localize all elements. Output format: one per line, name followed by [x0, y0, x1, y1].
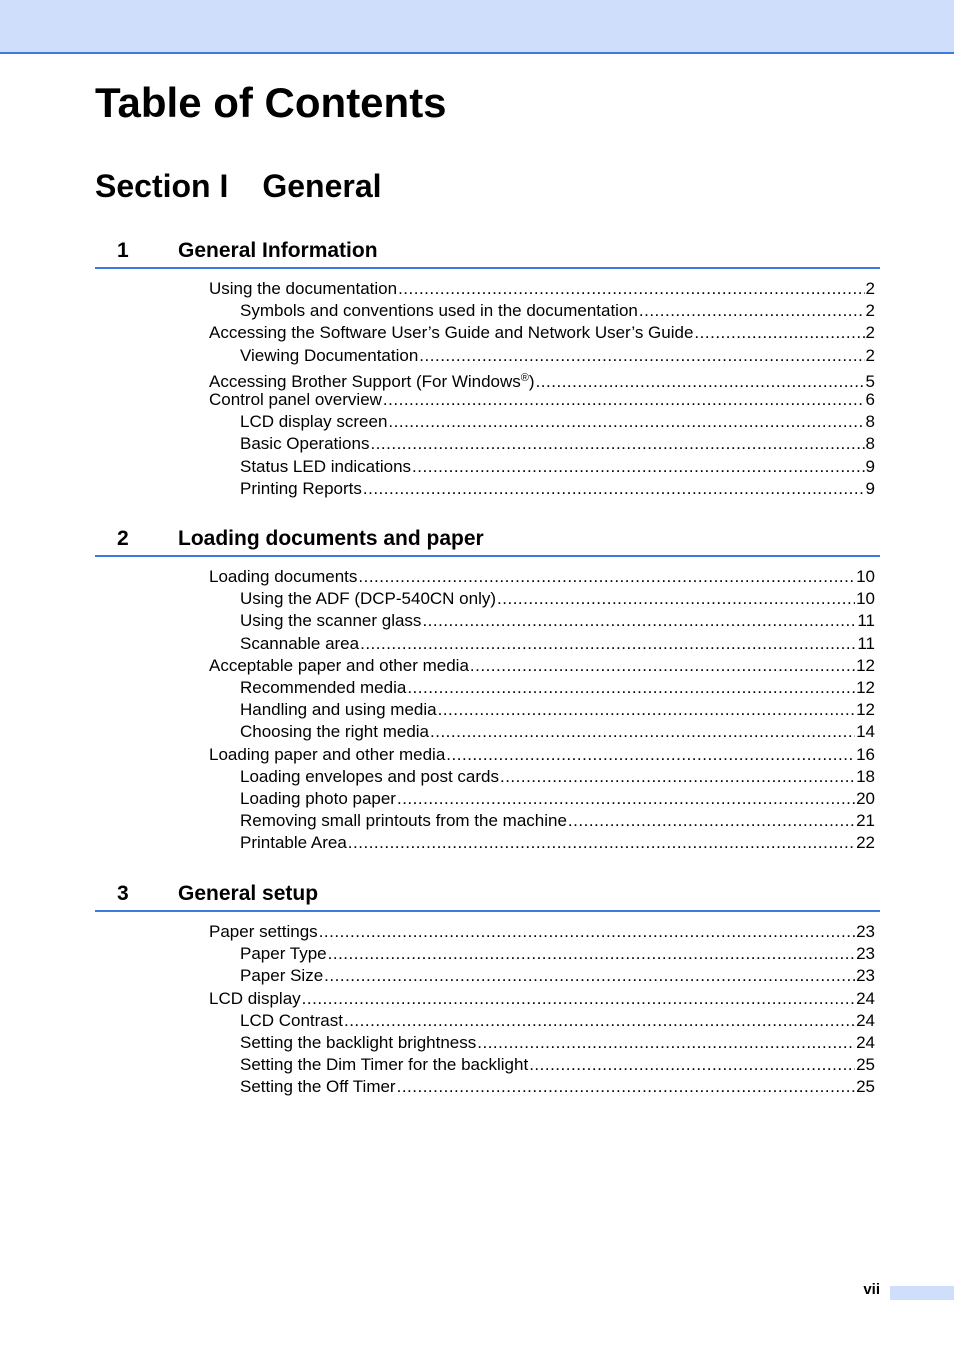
toc-entry-page: 2: [865, 345, 875, 365]
chapter-number: 2: [117, 527, 129, 550]
page-title: Table of Contents: [95, 79, 447, 126]
toc-entry-page: 5: [865, 371, 875, 391]
toc-list: [95, 557, 880, 854]
toc-entry-page: 10: [856, 567, 875, 586]
toc-entry-title: Paper settings: [209, 922, 318, 941]
toc-entry-page: 11: [857, 611, 875, 631]
dot-leader: [500, 766, 855, 788]
section-number: Section I: [95, 168, 229, 204]
toc-entry[interactable]: [95, 411, 880, 433]
chapter-heading: [95, 235, 880, 269]
toc-entry-page: 12: [856, 655, 875, 675]
toc-entry-title: Loading paper and other media: [209, 744, 446, 764]
toc-entry-title: Paper Type: [240, 944, 327, 964]
toc-entry-page: 14: [856, 722, 875, 742]
toc-entry-title: Using the scanner glass: [240, 611, 422, 631]
toc-entry[interactable]: [95, 433, 880, 455]
toc-entry[interactable]: [95, 655, 880, 677]
toc-entry-page: 11: [857, 633, 875, 653]
toc-entry[interactable]: [95, 921, 880, 943]
dot-leader: [388, 411, 864, 433]
toc-entry-title: Accessing the Software User’s Guide and Network User’s Guide: [209, 323, 694, 343]
toc-entry-page: 24: [856, 988, 875, 1008]
toc-entry-page: 12: [856, 700, 875, 720]
toc-entry-title: Printing Reports: [240, 478, 362, 498]
toc-entry-title: LCD display: [209, 988, 301, 1008]
toc-entry-page: 18: [856, 766, 875, 786]
dot-leader: [397, 788, 855, 810]
toc-entry[interactable]: [95, 322, 880, 344]
toc-entry[interactable]: [95, 456, 880, 478]
toc-entry-title: Using the documentation: [209, 279, 398, 298]
toc-entry-page: 23: [856, 944, 875, 964]
toc-entry[interactable]: [95, 965, 880, 987]
dot-leader: [397, 1076, 855, 1098]
toc-entry-title: Viewing Documentation: [240, 345, 419, 365]
toc-entry[interactable]: [95, 345, 880, 367]
dot-leader: [370, 433, 864, 455]
chapter-heading: [95, 523, 880, 557]
dot-leader: [497, 588, 855, 610]
dot-leader: [348, 832, 855, 854]
toc-entry-title: Basic Operations: [240, 434, 370, 454]
toc-entry-title: Acceptable paper and other media: [209, 655, 469, 675]
chapter-number: 3: [117, 882, 129, 905]
toc-entry-title: Control panel overview: [209, 389, 382, 409]
toc-entry-page: 25: [856, 1055, 875, 1075]
toc-entry-page: 23: [856, 922, 875, 941]
toc-entry-page: 25: [856, 1077, 875, 1097]
toc-entry[interactable]: [95, 699, 880, 721]
toc-list: [95, 912, 880, 1099]
registered-mark: ®: [520, 371, 529, 384]
toc-entry[interactable]: [95, 1076, 880, 1098]
dot-leader: [324, 965, 855, 987]
toc-entry-title: Recommended media: [240, 677, 407, 697]
dot-leader: [319, 921, 855, 943]
dot-leader: [358, 566, 855, 588]
dot-leader: [470, 655, 855, 677]
dot-leader: [383, 389, 865, 411]
dot-leader: [419, 345, 864, 367]
dot-leader: [446, 744, 855, 766]
toc-entry-title: Choosing the right media: [240, 722, 430, 742]
dot-leader: [412, 456, 864, 478]
toc-entry[interactable]: [95, 988, 880, 1010]
dot-leader: [438, 699, 855, 721]
toc-entry-title: Loading documents: [209, 567, 358, 586]
chapter-title: Loading documents and paper: [178, 527, 484, 550]
toc-entry-title: LCD display screen: [240, 412, 388, 432]
toc-entry-title: Scannable area: [240, 633, 360, 653]
toc-entry-page: 21: [856, 811, 875, 831]
dot-leader: [302, 988, 855, 1010]
dot-leader: [568, 810, 855, 832]
toc-entry[interactable]: [95, 389, 880, 411]
toc-entry-title: Loading envelopes and post cards: [240, 766, 499, 786]
dot-leader: [328, 943, 855, 965]
toc-list: [95, 269, 880, 500]
dot-leader: [360, 633, 856, 655]
toc-entry-page: 2: [865, 301, 875, 321]
dot-leader: [639, 300, 865, 322]
toc-entry-title: Setting the Dim Timer for the backlight: [240, 1055, 529, 1075]
toc-entry[interactable]: [95, 943, 880, 965]
chapter-3: [95, 878, 880, 1099]
toc-entry[interactable]: [95, 721, 880, 743]
toc-entry[interactable]: [95, 766, 880, 788]
toc-entry[interactable]: [95, 677, 880, 699]
chapter-title: General setup: [178, 882, 319, 905]
toc-entry-title: Printable Area: [240, 833, 347, 853]
toc-entry-page: 8: [865, 412, 875, 432]
toc-entry-page: 2: [865, 323, 875, 343]
footer-tab: [890, 1286, 954, 1300]
dot-leader: [477, 1032, 855, 1054]
toc-entry[interactable]: [95, 633, 880, 655]
toc-entry-title: Paper Size: [240, 966, 324, 986]
toc-entry-title: Status LED indications: [240, 456, 412, 476]
toc-entry-title: LCD Contrast: [240, 1010, 343, 1030]
toc-entry-page: 24: [856, 1010, 875, 1030]
toc-entry-title: Symbols and conventions used in the documentation: [240, 301, 638, 321]
section-name: General: [262, 168, 382, 204]
toc-entry-page: 24: [856, 1032, 875, 1052]
toc-entry-page: 8: [865, 434, 875, 454]
toc-entry-title: Removing small printouts from the machine: [240, 811, 567, 831]
toc-entry-page: 9: [865, 478, 875, 498]
toc-entry-title: Handling and using media: [240, 700, 437, 720]
chapter-1: [95, 235, 880, 500]
toc-entry-title: Setting the backlight brightness: [240, 1032, 477, 1052]
toc-entry-page: 10: [856, 589, 875, 609]
toc-entry[interactable]: [95, 278, 880, 300]
dot-leader: [430, 721, 855, 743]
page-number: vii: [863, 1281, 880, 1298]
toc-entry[interactable]: [95, 788, 880, 810]
toc-entry[interactable]: [95, 300, 880, 322]
dot-leader: [407, 677, 855, 699]
toc-entry[interactable]: [95, 478, 880, 500]
toc-entry-title: Loading photo paper: [240, 788, 396, 808]
dot-leader: [422, 610, 856, 632]
toc-entry-page: 22: [856, 833, 875, 853]
toc-entry[interactable]: [95, 810, 880, 832]
toc-entry-title: Using the ADF (DCP-540CN only): [240, 589, 497, 609]
toc-entry-page: 6: [865, 389, 875, 409]
toc-entry-page: 12: [856, 677, 875, 697]
toc-entry-title: Accessing Brother Support (For Windows®): [209, 371, 535, 391]
toc-entry[interactable]: [95, 1054, 880, 1076]
dot-leader: [398, 278, 864, 300]
toc-entry[interactable]: [95, 367, 880, 389]
toc-entry[interactable]: [95, 1010, 880, 1032]
chapter-heading: [95, 878, 880, 912]
chapter-number: 1: [117, 239, 129, 262]
toc-entry-page: 23: [856, 966, 875, 986]
dot-leader: [344, 1010, 855, 1032]
chapter-title: General Information: [178, 239, 378, 262]
toc-entry-page: 9: [865, 456, 875, 476]
toc-entry[interactable]: [95, 832, 880, 854]
dot-leader: [363, 478, 865, 500]
section-heading: [95, 166, 382, 206]
toc-entry-page: 16: [856, 744, 875, 764]
toc-entry-page: 2: [865, 279, 875, 298]
toc-entry[interactable]: [95, 744, 880, 766]
header-band: [0, 0, 954, 54]
toc-entry[interactable]: [95, 588, 880, 610]
dot-leader: [529, 1054, 855, 1076]
chapter-2: [95, 523, 880, 854]
toc-entry[interactable]: [95, 610, 880, 632]
toc-entry[interactable]: [95, 566, 880, 588]
toc-entry-page: 20: [856, 788, 875, 808]
toc-entry-title: Setting the Off Timer: [240, 1077, 396, 1097]
dot-leader: [694, 322, 864, 344]
toc-entry[interactable]: [95, 1032, 880, 1054]
